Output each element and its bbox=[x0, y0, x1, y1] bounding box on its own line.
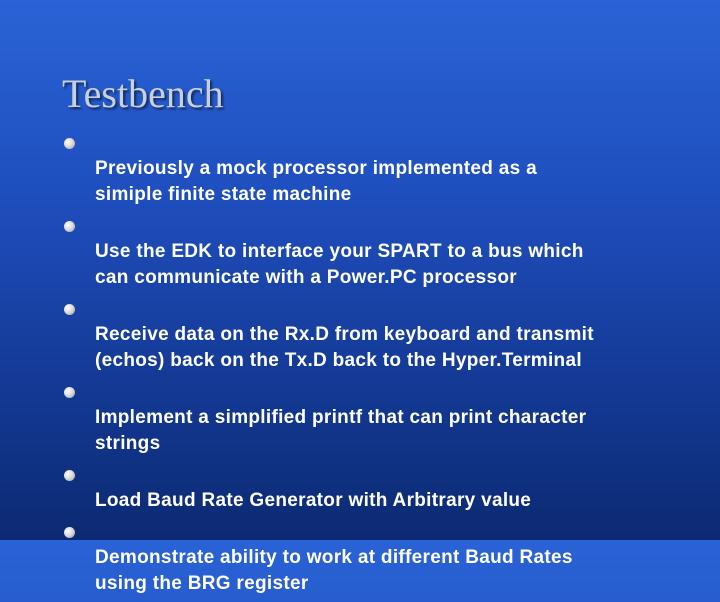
bullet-item bbox=[64, 379, 674, 457]
bullet-item bbox=[64, 296, 674, 374]
bullet-item bbox=[64, 213, 674, 291]
bullet-dot-icon bbox=[64, 304, 75, 315]
bullet-list bbox=[64, 130, 674, 602]
bullet-dot-icon bbox=[64, 138, 75, 149]
bullet-dot-icon bbox=[64, 470, 75, 481]
bullet-item bbox=[64, 519, 674, 597]
bullet-text: Load Baud Rate Generator with Arbitrary value bbox=[95, 490, 532, 511]
bullet-item bbox=[64, 130, 674, 208]
bullet-dot-icon bbox=[64, 527, 75, 538]
bullet-dot-icon bbox=[64, 221, 75, 232]
bullet-text: Demonstrate ability to work at different Baud Rates using the BRG register bbox=[95, 547, 573, 594]
bullet-text: Previously a mock processor implemented as a simiple finite state machine bbox=[95, 158, 537, 205]
slide-title: Testbench bbox=[62, 71, 224, 116]
bullet-text: Receive data on the Rx.D from keyboard and transmit (echos) back on the Tx.D back to the Hyper.Terminal bbox=[95, 324, 594, 371]
bullet-text: Use the EDK to interface your SPART to a bus which can communicate with a Power.PC processor bbox=[95, 241, 584, 288]
bullet-item bbox=[64, 462, 674, 514]
bullet-dot-icon bbox=[64, 387, 75, 398]
bullet-text: Implement a simplified printf that can print character strings bbox=[95, 407, 587, 454]
